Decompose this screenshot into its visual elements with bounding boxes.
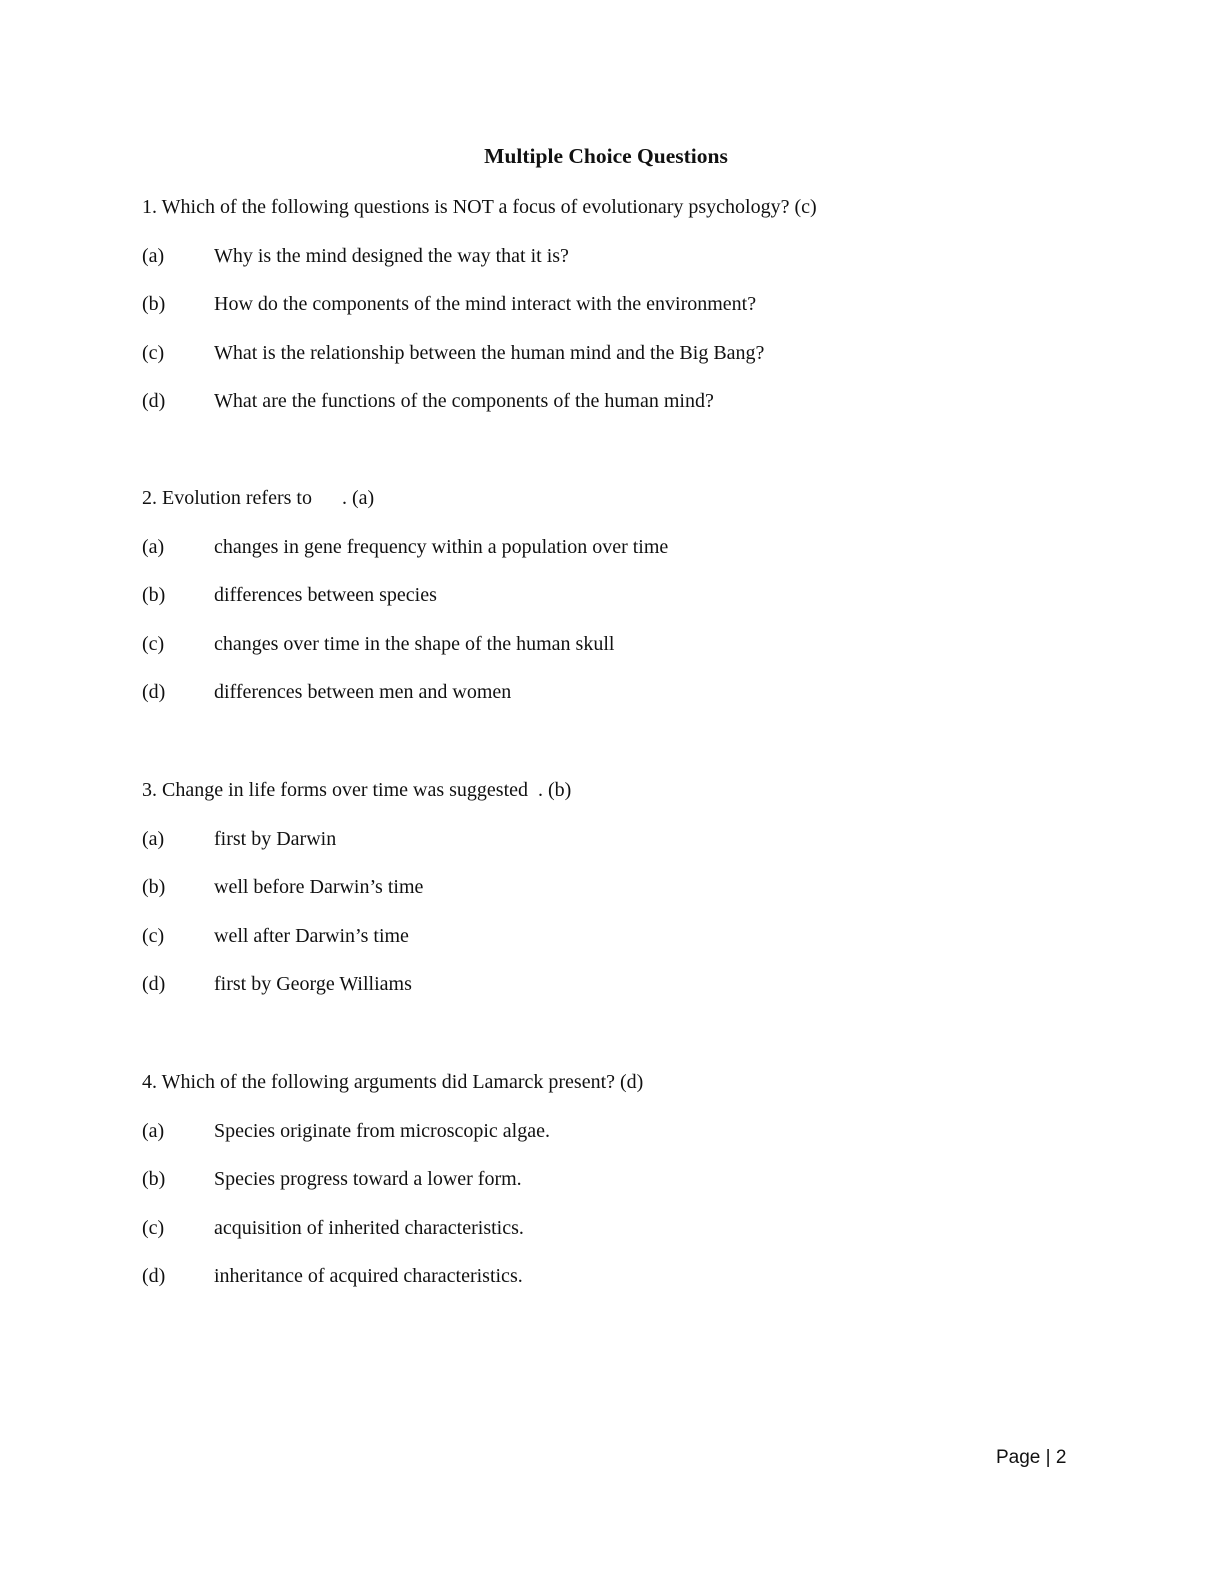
option-a bbox=[142, 1117, 1082, 1145]
question-3 bbox=[142, 776, 1082, 998]
option-letter: (c) bbox=[142, 924, 165, 947]
question-2 bbox=[142, 484, 1082, 706]
option-letter: (d) bbox=[142, 681, 166, 703]
option-a bbox=[142, 533, 1082, 561]
option-text: first by George Williams bbox=[214, 973, 412, 995]
option-d bbox=[142, 970, 1082, 998]
option-a bbox=[142, 825, 1082, 853]
option-text: changes in gene frequency within a population over time bbox=[214, 535, 669, 558]
option-text: Species originate from microscopic algae. bbox=[214, 1119, 550, 1142]
option-letter: (b) bbox=[142, 584, 166, 606]
option-text: differences between men and women bbox=[214, 681, 512, 703]
option-letter: (d) bbox=[142, 1265, 166, 1287]
option-d bbox=[142, 1262, 1082, 1290]
option-letter: (b) bbox=[142, 876, 166, 898]
option-c bbox=[142, 630, 1082, 658]
option-text: What are the functions of the components of the human mind? bbox=[214, 390, 714, 412]
question-1 bbox=[142, 193, 1082, 415]
option-c bbox=[142, 922, 1082, 950]
option-a bbox=[142, 242, 1082, 270]
option-letter: (b) bbox=[142, 1168, 166, 1190]
option-letter: (d) bbox=[142, 973, 166, 995]
option-c bbox=[142, 1214, 1082, 1242]
option-b bbox=[142, 290, 1082, 318]
option-text: acquisition of inherited characteristics. bbox=[214, 1216, 524, 1239]
question-stem: 2. Evolution refers to . (a) bbox=[142, 487, 375, 509]
option-letter: (c) bbox=[142, 1216, 165, 1239]
question-stem: 1. Which of the following questions is NOT a focus of evolutionary psychology? (c) bbox=[142, 196, 817, 218]
option-text: Why is the mind designed the way that it is? bbox=[214, 244, 569, 267]
option-b bbox=[142, 581, 1082, 609]
page-number: Page | 2 bbox=[996, 1447, 1067, 1468]
option-letter: (a) bbox=[142, 1119, 165, 1142]
option-text: Species progress toward a lower form. bbox=[214, 1168, 522, 1190]
option-letter: (a) bbox=[142, 535, 165, 558]
option-letter: (b) bbox=[142, 293, 166, 315]
option-letter: (c) bbox=[142, 341, 165, 364]
option-text: well before Darwin’s time bbox=[214, 876, 424, 898]
question-stem: 3. Change in life forms over time was suggested . (b) bbox=[142, 779, 572, 801]
option-letter: (a) bbox=[142, 827, 165, 850]
option-letter: (c) bbox=[142, 632, 165, 655]
option-b bbox=[142, 873, 1082, 901]
option-text: inheritance of acquired characteristics. bbox=[214, 1265, 523, 1287]
option-text: changes over time in the shape of the human skull bbox=[214, 632, 615, 655]
option-text: differences between species bbox=[214, 584, 437, 606]
option-text: How do the components of the mind interact with the environment? bbox=[214, 293, 757, 315]
page-title: Multiple Choice Questions bbox=[484, 144, 728, 168]
option-b bbox=[142, 1165, 1082, 1193]
option-c bbox=[142, 339, 1082, 367]
option-letter: (a) bbox=[142, 244, 165, 267]
option-d bbox=[142, 678, 1082, 706]
option-text: first by Darwin bbox=[214, 827, 337, 850]
option-d bbox=[142, 387, 1082, 415]
question-stem: 4. Which of the following arguments did Lamarck present? (d) bbox=[142, 1071, 644, 1093]
option-text: What is the relationship between the human mind and the Big Bang? bbox=[214, 341, 765, 364]
option-text: well after Darwin’s time bbox=[214, 924, 409, 947]
question-4 bbox=[142, 1068, 1082, 1290]
option-letter: (d) bbox=[142, 390, 166, 412]
